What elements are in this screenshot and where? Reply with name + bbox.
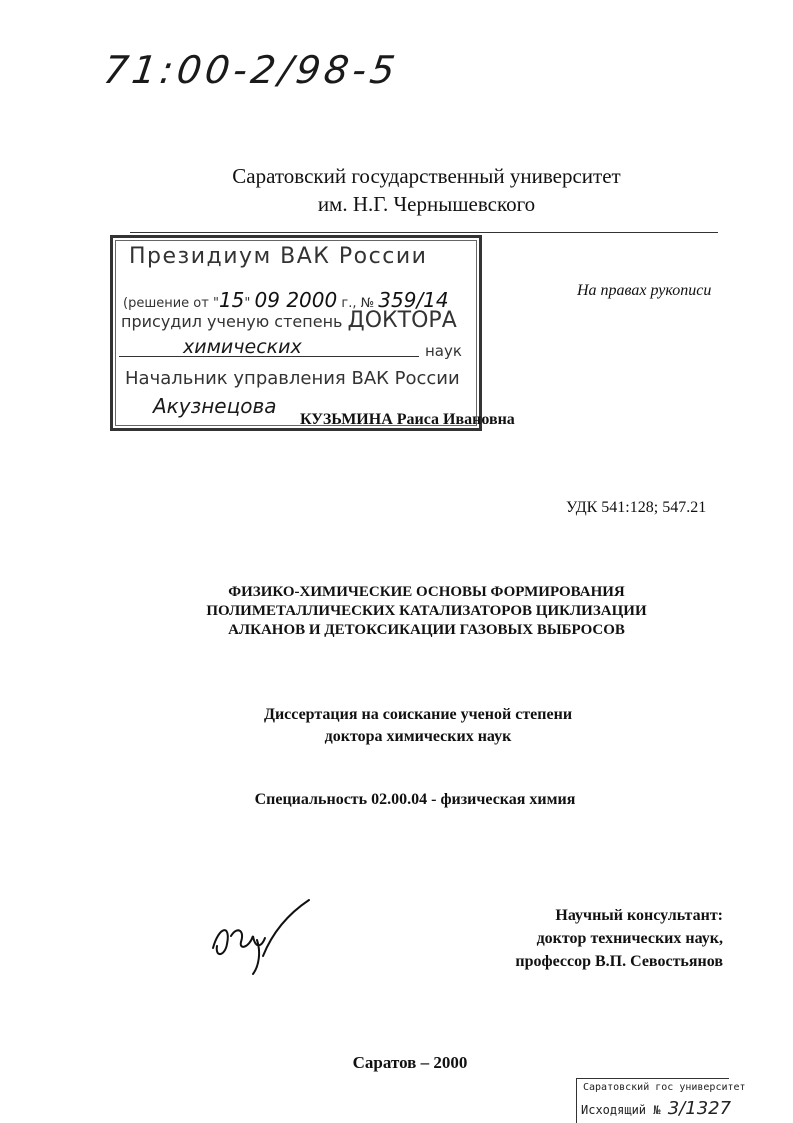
stamp-degree bbox=[121, 308, 457, 333]
library-stamp-line2 bbox=[581, 1098, 731, 1119]
stamp-decision-day: 15 bbox=[218, 288, 245, 312]
stamp-field-handwritten: химических bbox=[183, 336, 302, 358]
specialty: Специальность 02.00.04 - физическая химия bbox=[254, 791, 576, 808]
author-signature bbox=[205, 896, 315, 976]
stamp-head-label: Начальник управления ВАК России bbox=[125, 368, 460, 389]
archive-number-handwritten: 71:00-2/98-5 bbox=[100, 48, 402, 92]
stamp-decision-number: 359/14 bbox=[378, 288, 449, 312]
stamp-decision-mid: " bbox=[244, 296, 251, 311]
dissertation-line: доктора химических наук bbox=[324, 728, 512, 745]
title-line: АЛКАНОВ И ДЕТОКСИКАЦИИ ГАЗОВЫХ ВЫБРОСОВ bbox=[228, 622, 625, 638]
stamp-decision-year-suffix: г., № bbox=[337, 296, 375, 311]
stamp-head-signature: Акузнецова bbox=[153, 394, 277, 418]
stamp-title: Президиум ВАК России bbox=[129, 244, 428, 269]
consultant-label: Научный консультант: bbox=[555, 907, 723, 924]
university-name: Саратовский государственный университет bbox=[232, 164, 621, 188]
university-header bbox=[0, 162, 793, 218]
title-line: ФИЗИКО-ХИМИЧЕСКИЕ ОСНОВЫ ФОРМИРОВАНИЯ bbox=[228, 584, 625, 600]
stamp-degree-value: ДОКТОРА bbox=[347, 308, 457, 333]
manuscript-label: На правах рукописи bbox=[577, 282, 712, 299]
library-stamp-prefix: Исходящий № bbox=[581, 1103, 661, 1117]
dissertation-type bbox=[0, 704, 793, 748]
dissertation-title bbox=[0, 583, 793, 640]
scientific-consultant bbox=[515, 904, 723, 973]
stamp-decision-prefix: (решение от " bbox=[123, 296, 219, 311]
title-line: ПОЛИМЕТАЛЛИЧЕСКИХ КАТАЛИЗАТОРОВ ЦИКЛИЗАЦИИ bbox=[206, 603, 647, 619]
header-divider bbox=[130, 232, 718, 233]
consultant-name: профессор В.П. Севостьянов bbox=[515, 953, 723, 970]
author-name: КУЗЬМИНА Раиса Ивановна bbox=[300, 411, 515, 428]
stamp-decision-date: 09 2000 bbox=[254, 288, 338, 312]
udk-code: УДК 541:128; 547.21 bbox=[566, 499, 707, 516]
stamp-field-suffix: наук bbox=[425, 342, 462, 360]
stamp-field-underline bbox=[119, 356, 419, 357]
vak-approval-stamp bbox=[110, 235, 482, 431]
city-year: Саратов – 2000 bbox=[352, 1053, 468, 1072]
consultant-degree: доктор технических наук, bbox=[536, 930, 723, 947]
stamp-degree-prefix: присудил ученую степень bbox=[121, 312, 348, 331]
university-named-after: им. Н.Г. Чернышевского bbox=[317, 192, 536, 216]
dissertation-line: Диссертация на соискание ученой степени bbox=[263, 706, 573, 723]
library-stamp bbox=[576, 1078, 746, 1123]
library-stamp-number: 3/1327 bbox=[667, 1098, 732, 1119]
library-stamp-line1: Саратовский гос университет bbox=[583, 1082, 746, 1093]
